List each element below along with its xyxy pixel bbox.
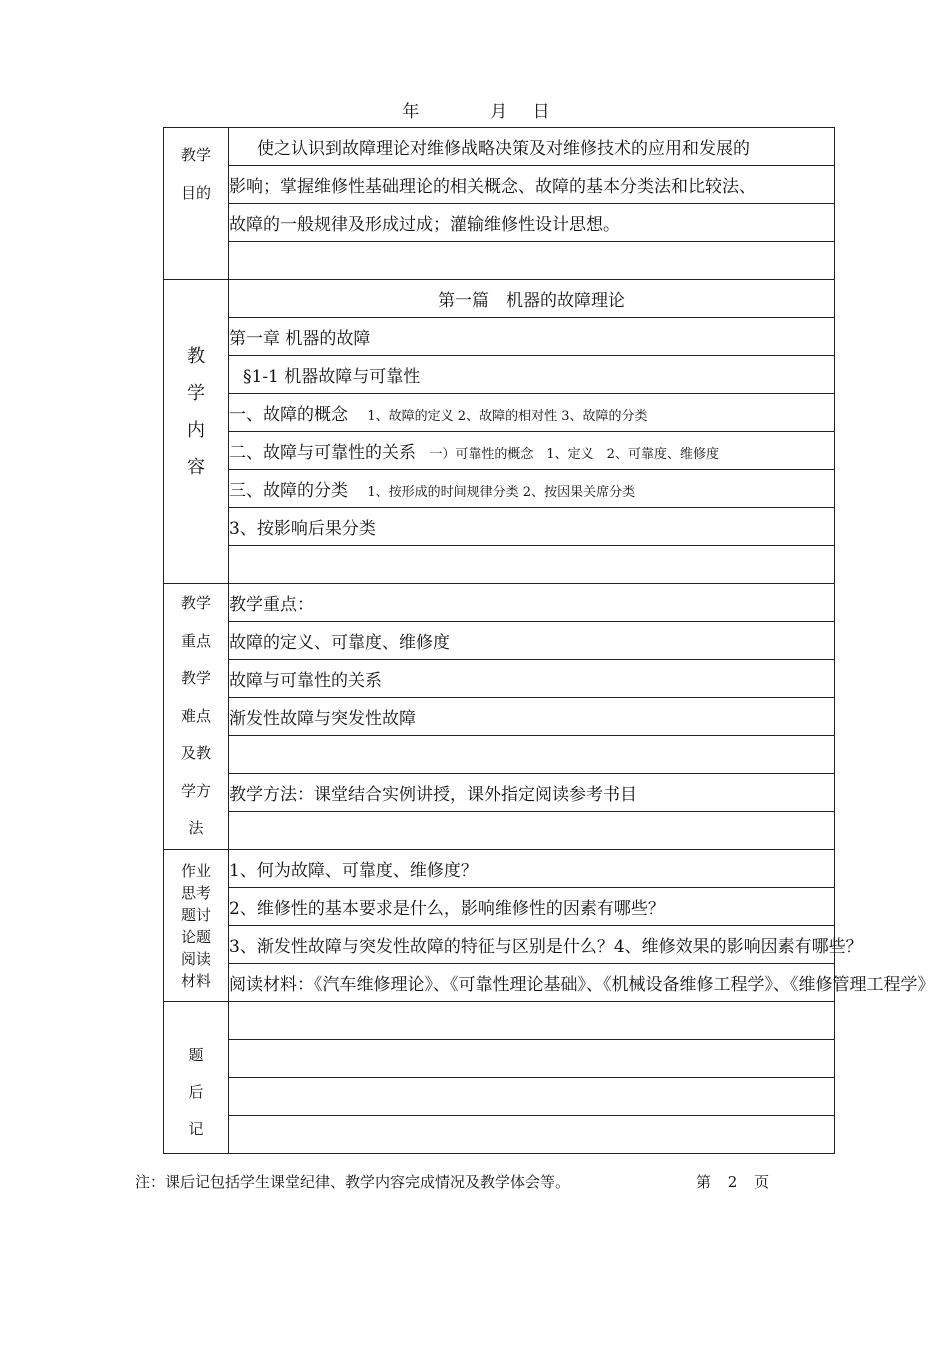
empty-row <box>229 1040 835 1078</box>
keypoints-label-line: 重点 <box>180 631 211 650</box>
content-label-char: 学 <box>187 382 205 404</box>
content-item-detail: 1、故障的定义 2、故障的相对性 3、故障的分类 <box>367 409 648 424</box>
chapter-title: 第一章 机器的故障 <box>229 318 835 356</box>
part-title: 第一篇 机器的故障理论 <box>229 280 835 318</box>
content-item-head: 一、故障的概念 <box>229 405 348 425</box>
homework-label-line: 题讨 <box>180 905 211 924</box>
keypoints-label-line: 法 <box>188 819 204 838</box>
section-title: §1-1 机器故障与可靠性 <box>229 356 835 394</box>
content-item-head: 三、故障的分类 <box>229 481 348 501</box>
content-label <box>164 280 229 584</box>
objective-line: 使之认识到故障理论对维修战略决策及对维修技术的应用和发展的 <box>229 128 835 166</box>
page-number-value: 2 <box>727 1173 738 1191</box>
page-prefix: 第 <box>696 1173 712 1191</box>
homework-question: 3、渐发性故障与突发性故障的特征与区别是什么？4、维修效果的影响因素有哪些？ <box>229 926 835 964</box>
homework-question: 1、何为故障、可靠度、维修度？ <box>229 850 835 888</box>
content-label-char: 教 <box>187 345 205 367</box>
objective-label <box>164 128 229 280</box>
content-item-detail: 一）可靠性的概念 1、定义 2、可靠度、维修度 <box>429 447 719 462</box>
content-item <box>229 432 835 470</box>
lesson-plan-table <box>163 127 935 1154</box>
day-label: 日 <box>532 102 550 122</box>
focus-title: 教学重点： <box>229 584 835 622</box>
objective-line <box>229 242 835 280</box>
footer-note: 注：课后记包括学生课堂纪律、教学内容完成情况及教学体会等。 <box>135 1173 571 1191</box>
empty-row <box>229 546 835 584</box>
homework-question: 2、维修性的基本要求是什么，影响维修性的因素有哪些？ <box>229 888 835 926</box>
keypoints-label-line: 及教 <box>180 744 211 763</box>
empty-row <box>229 1002 835 1040</box>
content-label-char: 容 <box>187 456 205 478</box>
objective-line: 影响；掌握维修性基础理论的相关概念、故障的基本分类法和比较法、 <box>229 166 835 204</box>
content-item-head: 二、故障与可靠性的关系 <box>229 443 416 463</box>
homework-label <box>164 850 229 1002</box>
keypoints-label-line: 教学 <box>180 669 211 688</box>
content-item <box>229 470 835 508</box>
objective-label-line: 教学 <box>180 146 211 164</box>
empty-row <box>229 812 835 850</box>
keypoints-label <box>164 584 229 850</box>
postscript-label-char: 后 <box>188 1083 204 1101</box>
homework-label-line: 材料 <box>180 971 211 990</box>
empty-row <box>229 736 835 774</box>
homework-label-line: 思考 <box>180 883 211 902</box>
teaching-method: 教学方法：课堂结合实例讲授，课外指定阅读参考书目 <box>229 774 835 812</box>
homework-label-line: 阅读 <box>180 949 211 968</box>
content-extra: 3、按影响后果分类 <box>229 508 835 546</box>
homework-label-line: 作业 <box>180 861 211 880</box>
reading-materials: 阅读材料：《汽车维修理论》、《可靠性理论基础》、《机械设备维修工程学》、《维修管理工程学》 <box>229 964 835 1002</box>
empty-row <box>229 1116 835 1154</box>
year-label: 年 <box>402 102 420 122</box>
page-suffix: 页 <box>754 1173 770 1191</box>
empty-row <box>229 1078 835 1116</box>
keypoints-label-line: 教学 <box>180 594 211 613</box>
content-label-char: 内 <box>187 419 205 441</box>
keypoints-label-line: 学方 <box>180 781 211 800</box>
difficulty-item: 故障与可靠性的关系 <box>229 660 835 698</box>
content-item-detail: 1、按形成的时间规律分类 2、按因果关席分类 <box>367 485 636 500</box>
difficulty-item: 渐发性故障与突发性故障 <box>229 698 835 736</box>
content-item <box>229 394 835 432</box>
month-label: 月 <box>490 102 508 122</box>
focus-item: 故障的定义、可靠度、维修度 <box>229 622 835 660</box>
homework-label-line: 论题 <box>180 927 211 946</box>
postscript-label <box>164 1002 229 1154</box>
page-number <box>690 1171 775 1192</box>
postscript-label-char: 记 <box>188 1120 204 1138</box>
objective-line: 故障的一般规律及形成过成；灌输维修性设计思想。 <box>229 204 835 242</box>
postscript-label-char: 题 <box>188 1046 204 1064</box>
date-line <box>0 97 952 122</box>
objective-label-line: 目的 <box>180 184 211 202</box>
keypoints-label-line: 难点 <box>180 706 211 725</box>
